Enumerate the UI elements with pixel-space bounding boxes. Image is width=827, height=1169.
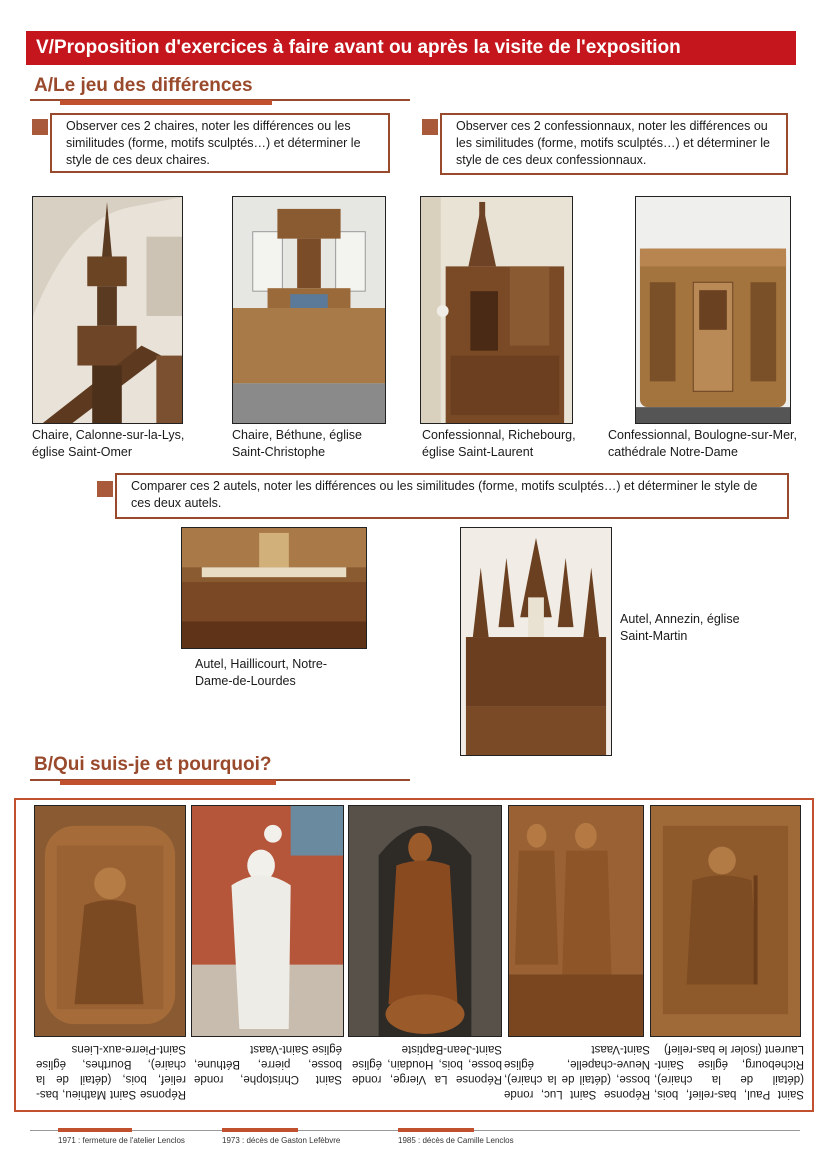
instruction-confessionnaux: Observer ces 2 confessionnaux, noter les différences ou les similitudes (forme, motifs sculptés…) et déterminer le style de ces deux confessionnaux. <box>440 113 788 175</box>
photo-autel-haillicourt <box>181 527 367 649</box>
instruction-autels: Comparer ces 2 autels, noter les différences ou les similitudes (forme, motifs sculptés…) et déterminer le style de ces deux autels. <box>115 473 789 519</box>
bullet-square-icon <box>422 119 438 135</box>
answer-saint-luc: Réponse Saint Luc, ronde bosse, (détail de la chaire), Neuve-chapelle, église Saint-Vaast <box>504 1043 650 1100</box>
photo-conf-richebourg <box>420 196 573 424</box>
caption-conf-richebourg: Confessionnal, Richebourg, église Saint-Laurent <box>422 428 576 459</box>
footer-event: 1971 : fermeture de l'atelier Lenclos <box>58 1136 185 1145</box>
photo-saint-christophe <box>191 805 344 1037</box>
photo-saint-mathieu <box>34 805 186 1037</box>
photo-chaire-bethune <box>232 196 386 424</box>
footer-event: 1973 : décès de Gaston Lefèbvre <box>222 1136 341 1145</box>
instruction-chaires: Observer ces 2 chaires, noter les différences ou les similitudes (forme, motifs sculptés…) et déterminer le style de ces deux chaires. <box>50 113 390 173</box>
page-title: V/Proposition d'exercices à faire avant ou après la visite de l'exposition <box>26 31 796 65</box>
photo-conf-boulogne <box>635 196 791 424</box>
caption-autel-haillicourt: Autel, Haillicourt, Notre-Dame-de-Lourdes <box>195 657 327 688</box>
photo-autel-annezin <box>460 527 612 756</box>
bullet-square-icon <box>32 119 48 135</box>
caption-conf-boulogne: Confessionnal, Boulogne-sur-Mer, cathédrale Notre-Dame <box>608 428 797 459</box>
caption-autel-annezin: Autel, Annezin, église Saint-Martin <box>620 612 740 643</box>
answer-saint-christophe: Saint Christophe, ronde bosse, pierre, Béthune, église Saint-Vaast <box>194 1043 342 1085</box>
photo-la-vierge <box>348 805 502 1037</box>
photo-saint-luc <box>508 805 644 1037</box>
footer-marker <box>58 1128 132 1132</box>
bullet-square-icon <box>97 481 113 497</box>
caption-chaire-bethune: Chaire, Béthune, église Saint-Christophe <box>232 428 362 459</box>
answer-la-vierge: Réponse La Vierge, ronde bosse, bois, Houdain, église Saint-Jean-Baptiste <box>352 1043 502 1085</box>
section-b-accent <box>60 780 276 785</box>
photo-saint-paul <box>650 805 801 1037</box>
answer-saint-mathieu: Réponse Saint Mathieu, bas-relief, bois, (détail de la chaire), Bourthes, église Saint-Pierre-aux-Liens <box>36 1043 186 1100</box>
answer-saint-paul: Saint Paul, bas-relief, bois, (détail de la chaire), Richebourg, église Saint-Laurent (isoler le bas-relief) <box>654 1043 804 1100</box>
section-a-title: A/Le jeu des différences <box>34 75 253 96</box>
footer-marker <box>222 1128 298 1132</box>
section-a-accent <box>60 100 272 105</box>
caption-chaire-calonne: Chaire, Calonne-sur-la-Lys, église Saint-Omer <box>32 428 185 459</box>
footer-event: 1985 : décès de Camille Lenclos <box>398 1136 514 1145</box>
section-b-title: B/Qui suis-je et pourquoi? <box>34 754 272 775</box>
footer-marker <box>398 1128 474 1132</box>
photo-chaire-calonne <box>32 196 183 424</box>
